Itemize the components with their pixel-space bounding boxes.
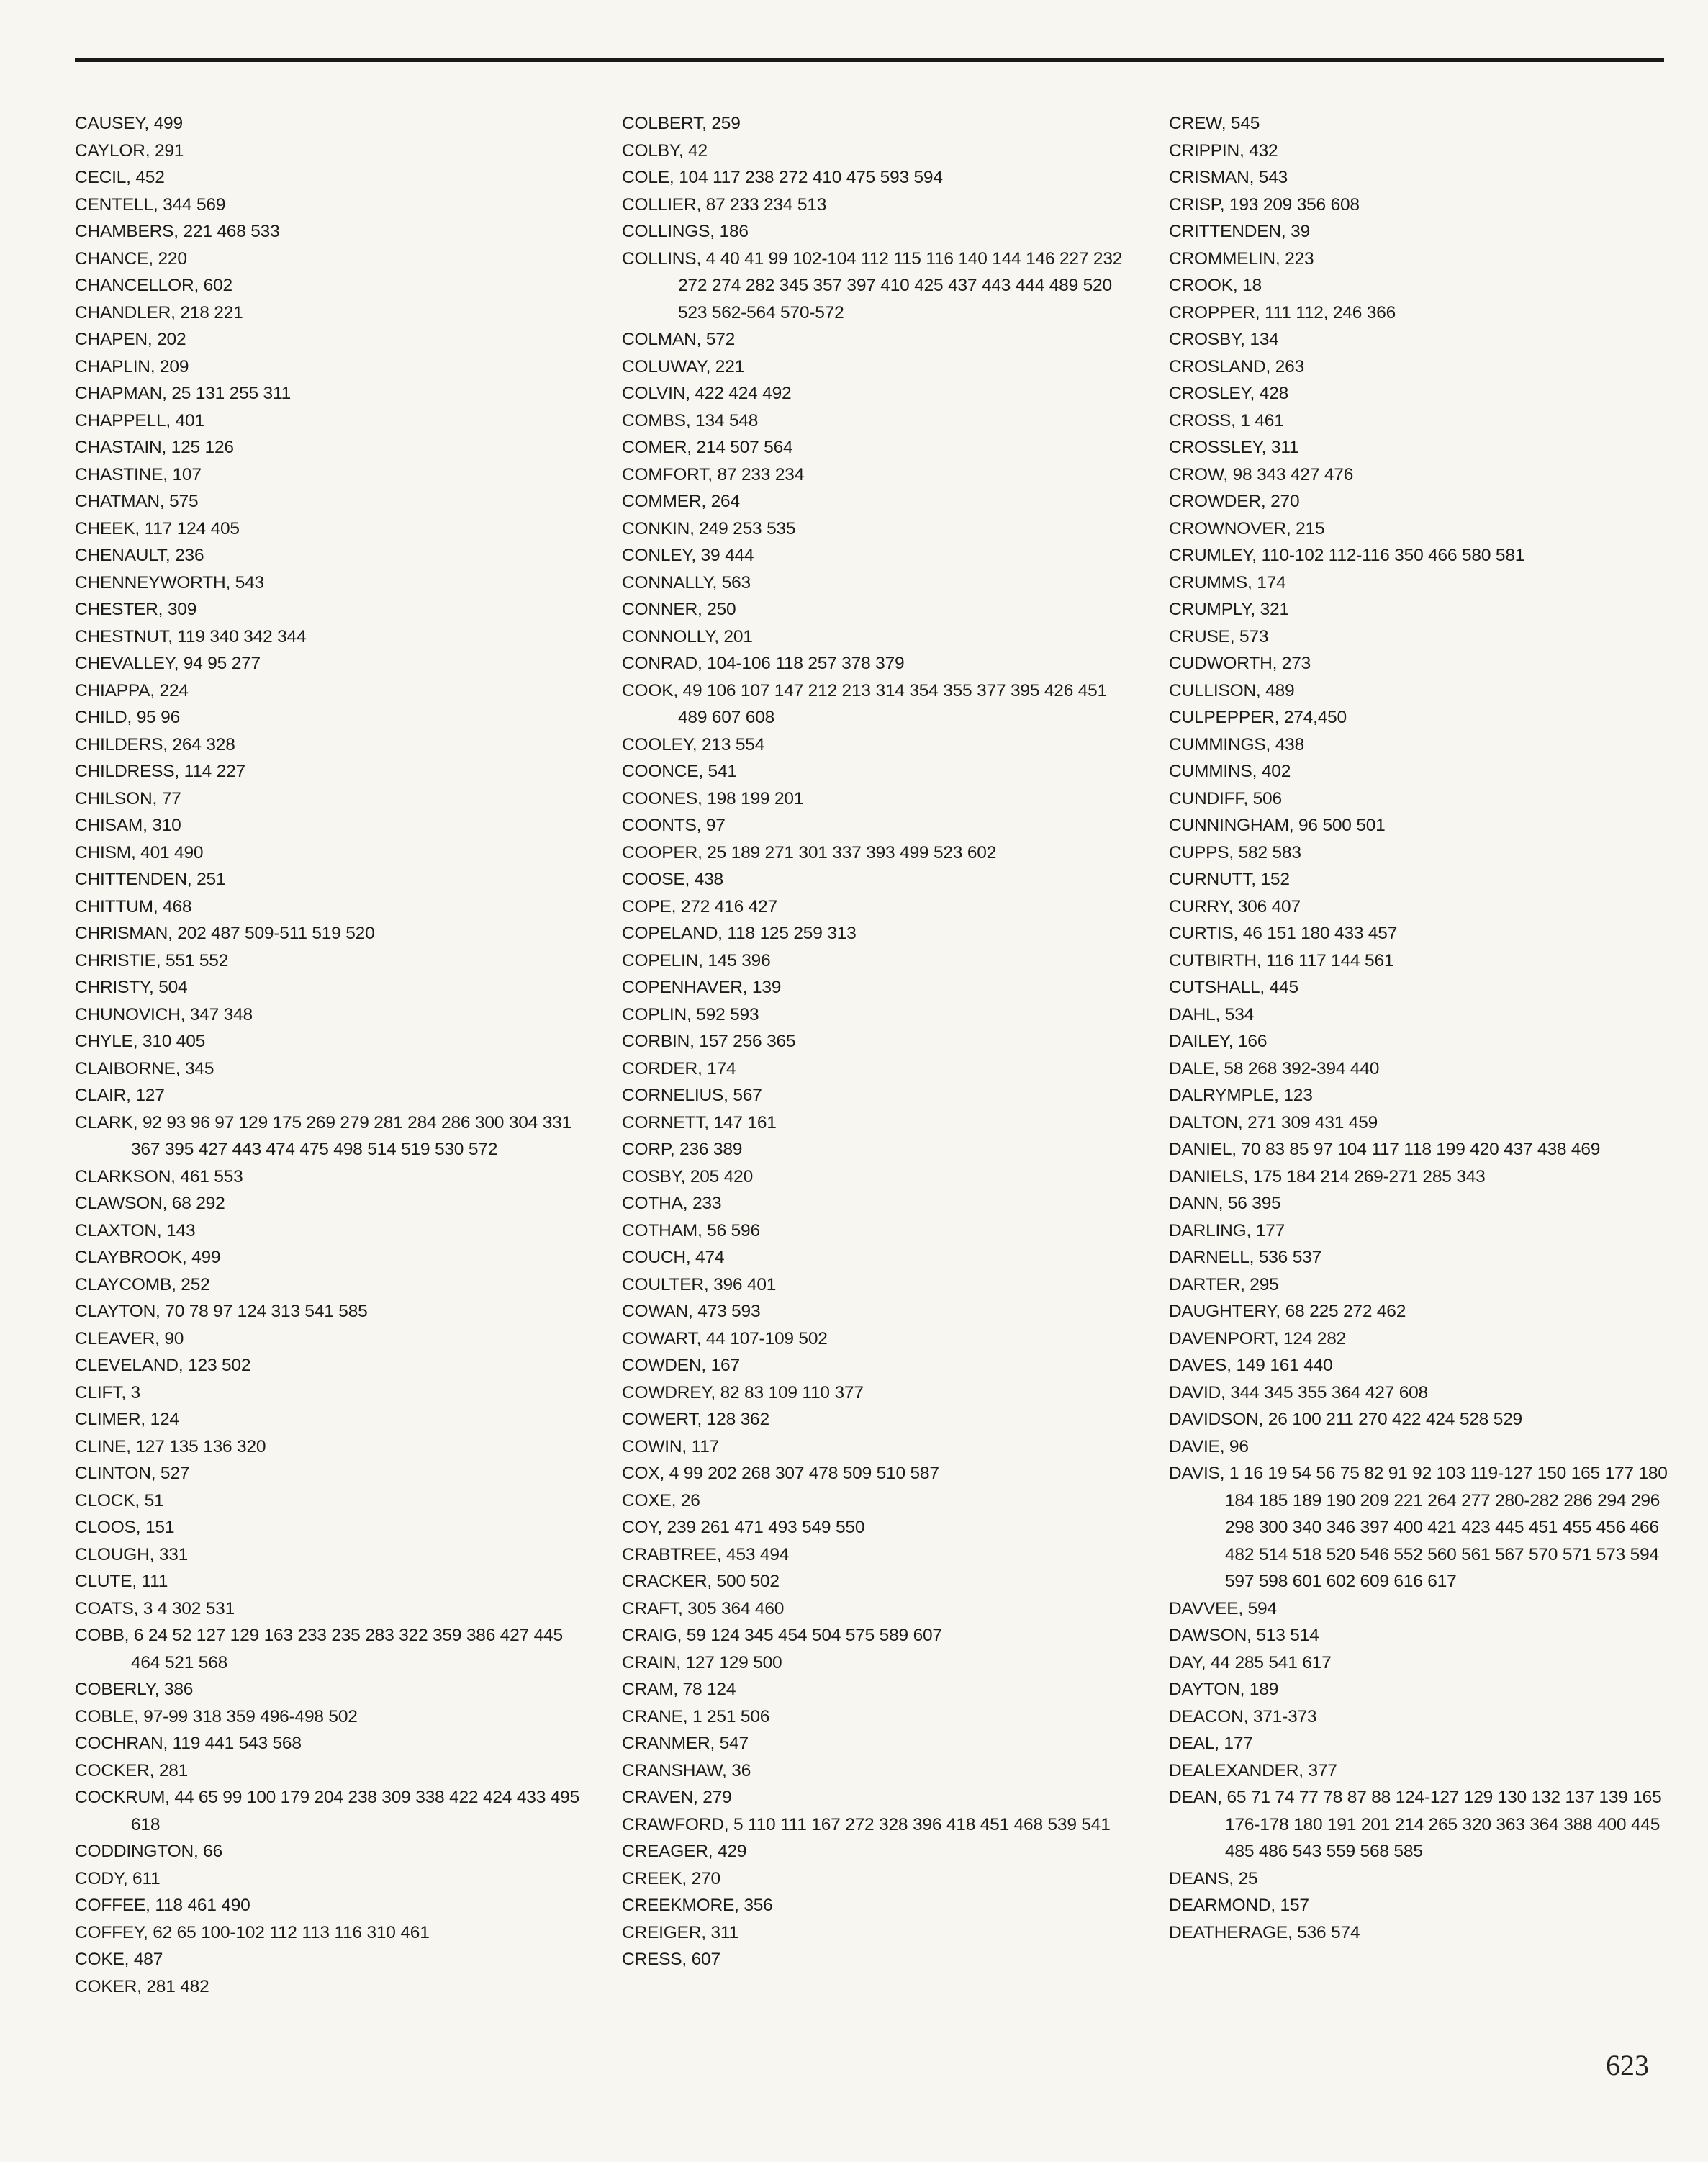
index-entry: COKER, 281 482: [75, 1976, 209, 1996]
index-entry: CREIGER, 311: [622, 1922, 738, 1942]
index-entry: COONCE, 541: [622, 762, 737, 781]
index-entry: DANIEL, 70 83 85 97 104 117 118 199 420 437 438 469: [1169, 1140, 1601, 1159]
index-entry: CUTBIRTH, 116 117 144 561: [1169, 950, 1394, 970]
index-entry: CLIFT, 3: [75, 1382, 140, 1402]
index-entry: CORNETT, 147 161: [622, 1112, 777, 1132]
index-entry: CRANE, 1 251 506: [622, 1706, 770, 1726]
index-column-1: [75, 110, 593, 2000]
index-entry: DANIELS, 175 184 214 269-271 285 343: [1169, 1166, 1486, 1186]
index-entry: COWERT, 128 362: [622, 1410, 769, 1429]
index-entry: DEALEXANDER, 377: [1169, 1760, 1337, 1780]
index-entry: CRUMPLY, 321: [1169, 600, 1289, 619]
index-entry: COCHRAN, 119 441 543 568: [75, 1734, 302, 1753]
index-entry: COONES, 198 199 201: [622, 788, 804, 809]
index-entry: CHRISTIE, 551 552: [75, 950, 229, 970]
index-entry: CROWNOVER, 215: [1169, 518, 1325, 539]
index-entry: COPELAND, 118 125 259 313: [622, 924, 857, 943]
index-entry: COBERLY, 386: [75, 1680, 194, 1699]
index-entry: COXE, 26: [622, 1490, 700, 1510]
index-entry: COTHAM, 56 596: [622, 1220, 760, 1240]
index-entry: CLARK, 92 93 96 97 129 175 269 279 281 284 286 300 304 331 367 395 427 443 474 475 498 514 519 530 572: [75, 1112, 571, 1159]
index-entry: COMFORT, 87 233 234: [622, 464, 805, 485]
index-entry: COULTER, 396 401: [622, 1274, 777, 1294]
index-entry: COX, 4 99 202 268 307 478 509 510 587: [622, 1464, 939, 1483]
index-entry: CUMMINS, 402: [1169, 762, 1291, 781]
index-entry: COSBY, 205 420: [622, 1166, 753, 1186]
index-entry: CHITTUM, 468: [75, 896, 192, 916]
index-entry: CRAFT, 305 364 460: [622, 1598, 785, 1618]
index-entry: COCKER, 281: [75, 1760, 189, 1780]
index-entry: DEAN, 65 71 74 77 78 87 88 124-127 129 130 132 137 139 165 176-178 180 191 201 214 265 320 363 364 388 400 445 485 486 543 559 568 585: [1169, 1788, 1662, 1861]
index-entry: CHILSON, 77: [75, 788, 181, 809]
index-entry: DEACON, 371-373: [1169, 1706, 1317, 1726]
index-entry: CONRAD, 104-106 118 257 378 379: [622, 654, 905, 673]
index-entry: CROSSLEY, 311: [1169, 438, 1299, 457]
index-entry: CHANDLER, 218 221: [75, 302, 243, 323]
index-entry: COKE, 487: [75, 1950, 163, 1969]
index-entry: CREAGER, 429: [622, 1842, 747, 1861]
index-entry: CHASTINE, 107: [75, 464, 202, 485]
index-entry: CROSLEY, 428: [1169, 384, 1289, 403]
index-entry: DAHL, 534: [1169, 1004, 1255, 1024]
index-entry: CROSS, 1 461: [1169, 410, 1284, 431]
index-entry: CLEVELAND, 123 502: [75, 1356, 251, 1375]
index-entry: CLAYTON, 70 78 97 124 313 541 585: [75, 1302, 368, 1321]
index-entry: DAVVEE, 594: [1169, 1598, 1277, 1618]
index-entry: COOK, 49 106 107 147 212 213 314 354 355 377 395 426 451 489 607 608: [622, 680, 1108, 727]
index-entry: COPELIN, 145 396: [622, 950, 771, 970]
index-entry: DEATHERAGE, 536 574: [1169, 1922, 1360, 1942]
index-entry: COPENHAVER, 139: [622, 978, 782, 997]
index-entry: CORDER, 174: [622, 1058, 736, 1078]
index-entry: CREEKMORE, 356: [622, 1896, 773, 1915]
index-entry: CRAIG, 59 124 345 454 504 575 589 607: [622, 1626, 942, 1645]
index-entry: COUCH, 474: [622, 1248, 725, 1267]
index-entry: CHAPEN, 202: [75, 330, 186, 349]
index-entry: CLARKSON, 461 553: [75, 1166, 243, 1186]
index-entry: CAYLOR, 291: [75, 140, 184, 161]
index-entry: CHAPLIN, 209: [75, 356, 189, 377]
index-entry: CULLISON, 489: [1169, 680, 1295, 701]
index-entry: DAVES, 149 161 440: [1169, 1356, 1333, 1375]
index-entry: CHAPPELL, 401: [75, 410, 204, 431]
index-entry: CROSLAND, 263: [1169, 356, 1305, 377]
index-entry: COWART, 44 107-109 502: [622, 1328, 828, 1348]
index-entry: COWDEN, 167: [622, 1356, 740, 1375]
index-entry: CULPEPPER, 274,450: [1169, 708, 1347, 727]
index-entry: COLLINS, 4 40 41 99 102-104 112 115 116 140 144 146 227 232 272 274 282 345 357 397 410 425 437 443 444 489 520 523 562-564 570-572: [622, 248, 1123, 323]
index-entry: CRUSE, 573: [1169, 626, 1269, 647]
index-entry: COLVIN, 422 424 492: [622, 384, 792, 403]
index-entry: CLOOS, 151: [75, 1518, 175, 1537]
index-entry: COY, 239 261 471 493 549 550: [622, 1518, 865, 1537]
index-entry: COWAN, 473 593: [622, 1302, 761, 1321]
index-entry: COCKRUM, 44 65 99 100 179 204 238 309 338 422 424 433 495 618: [75, 1788, 580, 1834]
index-entry: DARTER, 295: [1169, 1274, 1279, 1294]
index-entry: DAVIE, 96: [1169, 1436, 1249, 1456]
index-entry: CHANCELLOR, 602: [75, 276, 232, 295]
index-entry: CLAXTON, 143: [75, 1220, 196, 1240]
index-entry: CONNOLLY, 201: [622, 626, 753, 647]
index-column-2: [622, 110, 1140, 1973]
index-entry: CURRY, 306 407: [1169, 896, 1301, 916]
index-entry: COWIN, 117: [622, 1436, 720, 1456]
index-entry: CRAWFORD, 5 110 111 167 272 328 396 418 451 468 539 541: [622, 1814, 1111, 1834]
index-entry: CHILDERS, 264 328: [75, 734, 235, 755]
index-entry: CURTIS, 46 151 180 433 457: [1169, 924, 1398, 943]
index-entry: DALE, 58 268 392-394 440: [1169, 1058, 1380, 1078]
index-entry: DEANS, 25: [1169, 1868, 1258, 1888]
index-entry: CONKIN, 249 253 535: [622, 518, 796, 539]
index-entry: CLIMER, 124: [75, 1410, 179, 1429]
index-entry: CROW, 98 343 427 476: [1169, 464, 1354, 485]
index-entry: CLAIR, 127: [75, 1086, 165, 1105]
index-entry: DAUGHTERY, 68 225 272 462: [1169, 1302, 1406, 1321]
index-entry: CUPPS, 582 583: [1169, 842, 1301, 862]
index-entry: CRAVEN, 279: [622, 1788, 732, 1807]
index-entry: CHYLE, 310 405: [75, 1032, 206, 1051]
index-entry: CONNER, 250: [622, 600, 736, 619]
index-entry: CRIPPIN, 432: [1169, 140, 1278, 161]
index-entry: CLAYCOMB, 252: [75, 1274, 210, 1294]
index-entry: CRANMER, 547: [622, 1734, 749, 1753]
index-entry: CUNDIFF, 506: [1169, 788, 1282, 809]
index-entry: CORP, 236 389: [622, 1140, 743, 1159]
index-entry: CHASTAIN, 125 126: [75, 438, 234, 457]
index-entry: DALRYMPLE, 123: [1169, 1086, 1313, 1105]
index-entry: COMER, 214 507 564: [622, 438, 793, 457]
index-entry: CHESTNUT, 119 340 342 344: [75, 626, 307, 647]
index-entry: COLLIER, 87 233 234 513: [622, 194, 827, 215]
index-entry: CHUNOVICH, 347 348: [75, 1004, 253, 1024]
index-entry: COOPER, 25 189 271 301 337 393 499 523 602: [622, 842, 997, 862]
index-entry: CORNELIUS, 567: [622, 1086, 762, 1105]
index-entry: COLLINGS, 186: [622, 222, 749, 241]
index-entry: DAILEY, 166: [1169, 1032, 1268, 1051]
index-entry: CRAIN, 127 129 500: [622, 1652, 782, 1672]
index-entry: CHILD, 95 96: [75, 708, 181, 727]
index-entry: COONTS, 97: [622, 816, 726, 835]
index-entry: CONNALLY, 563: [622, 572, 751, 593]
index-entry: CREEK, 270: [622, 1868, 720, 1888]
index-entry: COMMER, 264: [622, 492, 740, 511]
index-entry: CHILDRESS, 114 227: [75, 762, 245, 781]
index-entry: CRUMMS, 174: [1169, 572, 1286, 593]
index-entry: CHENNEYWORTH, 543: [75, 572, 264, 593]
index-entry: CROWDER, 270: [1169, 492, 1300, 511]
index-entry: CLOCK, 51: [75, 1490, 164, 1510]
index-entry: COFFEE, 118 461 490: [75, 1896, 250, 1915]
index-entry: CLUTE, 111: [75, 1572, 168, 1591]
index-entry: CROSBY, 134: [1169, 330, 1279, 349]
index-entry: CHEEK, 117 124 405: [75, 518, 240, 539]
index-entry: CRISMAN, 543: [1169, 168, 1288, 187]
index-entry: CRABTREE, 453 494: [622, 1544, 790, 1564]
index-entry: COPLIN, 592 593: [622, 1004, 759, 1024]
index-entry: DAY, 44 285 541 617: [1169, 1652, 1332, 1672]
index-entry: COOSE, 438: [622, 870, 723, 889]
top-rule: [75, 58, 1664, 62]
index-entry: CLINTON, 527: [75, 1464, 190, 1483]
index-entry: DARLING, 177: [1169, 1220, 1285, 1240]
index-entry: COLBERT, 259: [622, 114, 741, 133]
index-entry: CORBIN, 157 256 365: [622, 1032, 796, 1051]
index-entry: DARNELL, 536 537: [1169, 1248, 1321, 1267]
index-entry: CUDWORTH, 273: [1169, 654, 1311, 673]
index-entry: CROMMELIN, 223: [1169, 248, 1314, 269]
index-entry: COWDREY, 82 83 109 110 377: [622, 1382, 864, 1402]
index-entry: COPE, 272 416 427: [622, 896, 777, 916]
index-entry: CHANCE, 220: [75, 248, 187, 269]
index-entry: CROOK, 18: [1169, 276, 1262, 295]
index-entry: COATS, 3 4 302 531: [75, 1598, 235, 1618]
index-entry: CODDINGTON, 66: [75, 1842, 223, 1861]
index-entry: CHRISTY, 504: [75, 978, 188, 997]
index-entry: CLAYBROOK, 499: [75, 1248, 221, 1267]
index-entry: CREW, 545: [1169, 114, 1260, 133]
index-entry: COTHA, 233: [622, 1194, 722, 1213]
index-column-3: [1169, 110, 1687, 1946]
index-entry: CUMMINGS, 438: [1169, 734, 1304, 755]
index-entry: CHISAM, 310: [75, 816, 181, 835]
index-entry: CUTSHALL, 445: [1169, 978, 1298, 997]
index-entry: CROPPER, 111 112, 246 366: [1169, 302, 1396, 323]
index-entry: COBB, 6 24 52 127 129 163 233 235 283 322 359 386 427 445 464 521 568: [75, 1626, 563, 1672]
index-entry: CHISM, 401 490: [75, 842, 204, 862]
index-entry: CRITTENDEN, 39: [1169, 222, 1310, 241]
index-entry: COOLEY, 213 554: [622, 734, 765, 755]
index-entry: CRUMLEY, 110-102 112-116 350 466 580 581: [1169, 546, 1525, 565]
index-entry: CHAMBERS, 221 468 533: [75, 222, 280, 241]
index-entry: CHIAPPA, 224: [75, 680, 189, 701]
index-entry: COBLE, 97-99 318 359 496-498 502: [75, 1706, 358, 1726]
index-entry: CODY, 611: [75, 1868, 161, 1888]
index-entry: CHESTER, 309: [75, 600, 197, 619]
index-entry: CHEVALLEY, 94 95 277: [75, 654, 261, 673]
index-entry: DAWSON, 513 514: [1169, 1626, 1319, 1645]
index-entry: CLEAVER, 90: [75, 1328, 184, 1348]
index-entry: CRACKER, 500 502: [622, 1572, 780, 1591]
index-entry: DAVID, 344 345 355 364 427 608: [1169, 1382, 1428, 1402]
index-entry: COLBY, 42: [622, 140, 708, 161]
index-entry: CUNNINGHAM, 96 500 501: [1169, 816, 1386, 835]
index-entry: CAUSEY, 499: [75, 114, 183, 133]
index-entry: CHRISMAN, 202 487 509-511 519 520: [75, 924, 375, 943]
index-entry: COLMAN, 572: [622, 330, 736, 349]
index-entry: DAVIS, 1 16 19 54 56 75 82 91 92 103 119-127 150 165 177 180 184 185 189 190 209 221 264 277 280-282 286 294 296 298 300 340 346 397 400 421 423 445 451 455 456 466 482 514 518 520 546 552 560 561 567 570 571 573 594 597 598 601 602 609 616 617: [1169, 1464, 1668, 1591]
page-number: 623: [1606, 2049, 1649, 2081]
index-entry: CECIL, 452: [75, 168, 165, 187]
index-entry: CLAWSON, 68 292: [75, 1194, 225, 1213]
index-entry: CURNUTT, 152: [1169, 870, 1290, 889]
index-entry: CHENAULT, 236: [75, 546, 204, 565]
index-entry: CONLEY, 39 444: [622, 546, 754, 565]
index-entry: CHITTENDEN, 251: [75, 870, 226, 889]
index-entry: DEARMOND, 157: [1169, 1896, 1309, 1915]
index-entry: CRANSHAW, 36: [622, 1760, 751, 1780]
index-entry: COMBS, 134 548: [622, 410, 759, 431]
index-entry: CENTELL, 344 569: [75, 194, 226, 215]
index-entry: COLE, 104 117 238 272 410 475 593 594: [622, 168, 943, 187]
index-entry: DAVIDSON, 26 100 211 270 422 424 528 529: [1169, 1410, 1522, 1429]
index-entry: DAYTON, 189: [1169, 1680, 1279, 1699]
index-entry: CHAPMAN, 25 131 255 311: [75, 384, 292, 403]
index-entry: DALTON, 271 309 431 459: [1169, 1112, 1378, 1132]
index-entry: CHATMAN, 575: [75, 492, 199, 511]
index-entry: DAVENPORT, 124 282: [1169, 1328, 1347, 1348]
index-entry: DEAL, 177: [1169, 1734, 1253, 1753]
index-entry: CRESS, 607: [622, 1950, 720, 1969]
index-entry: CLAIBORNE, 345: [75, 1058, 214, 1078]
index-entry: CRISP, 193 209 356 608: [1169, 194, 1360, 215]
index-entry: CRAM, 78 124: [622, 1680, 736, 1699]
index-entry: CLOUGH, 331: [75, 1544, 189, 1564]
index-entry: COLUWAY, 221: [622, 356, 745, 377]
index-entry: CLINE, 127 135 136 320: [75, 1436, 266, 1456]
index-entry: DANN, 56 395: [1169, 1194, 1281, 1213]
index-entry: COFFEY, 62 65 100-102 112 113 116 310 461: [75, 1922, 430, 1942]
